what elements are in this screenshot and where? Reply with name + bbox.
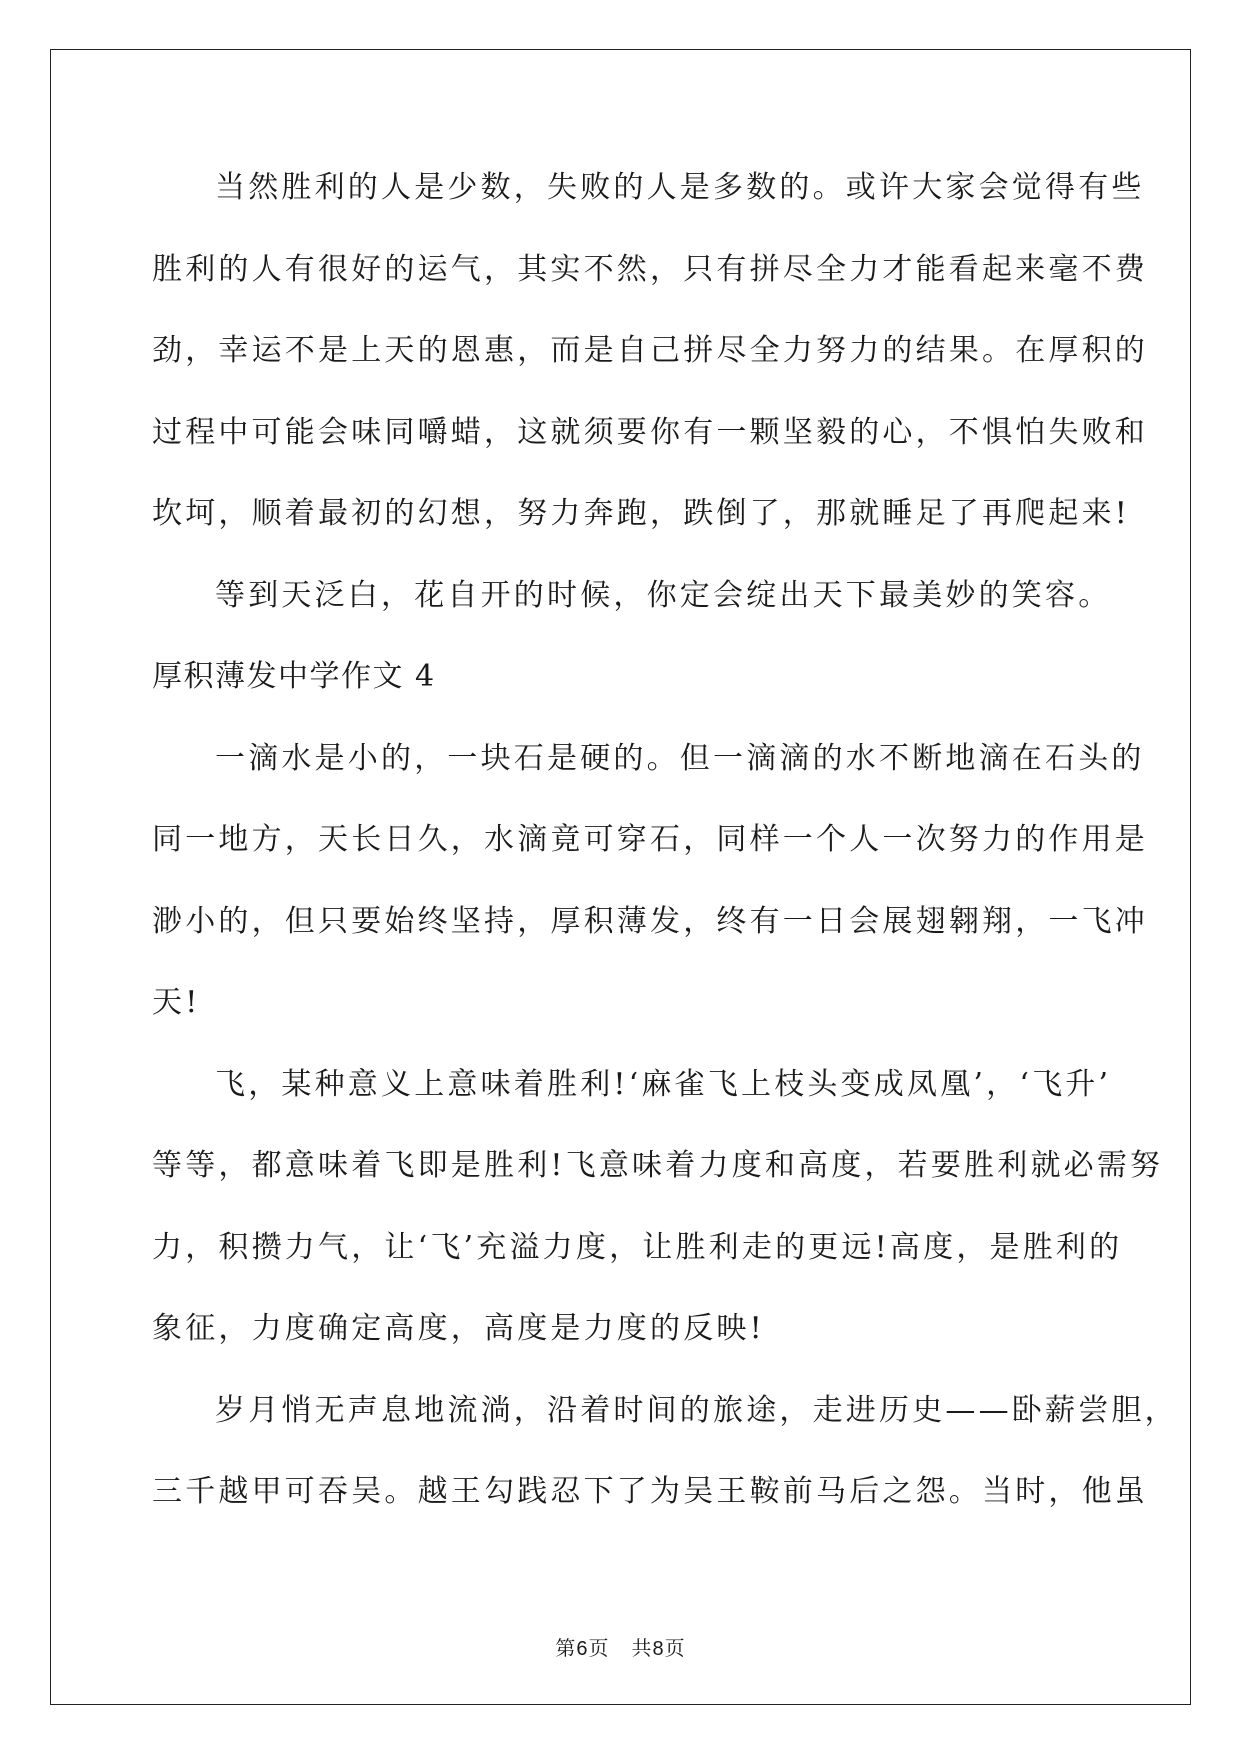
paragraph-line: 飞，某种意义上意味着胜利!‘麻雀飞上枝头变成凤凰’，‘飞升’: [215, 1066, 1112, 1102]
paragraph-line: 岁月悄无声息地流淌，沿着时间的旅途，走进历史——卧薪尝胆，: [215, 1392, 1178, 1428]
paragraph-line: 一滴水是小的，一块石是硬的。但一滴滴的水不断地滴在石头的: [215, 740, 1145, 776]
paragraph-line: 三千越甲可吞吴。越王勾践忍下了为吴王鞍前马后之怨。当时，他虽: [152, 1474, 1148, 1509]
footer-prefix: 第: [555, 1636, 577, 1660]
paragraph-line: 力，积攒力气，让‘飞’充溢力度，让胜利走的更远!高度，是胜利的: [152, 1229, 1123, 1265]
paragraph-line: 渺小的，但只要始终坚持，厚积薄发，终有一日会展翅翱翔，一飞冲: [152, 903, 1148, 939]
footer-page-suffix: 页: [588, 1636, 610, 1660]
paragraph-line: 同一地方，天长日久，水滴竟可穿石，同样一个人一次努力的作用是: [152, 822, 1148, 857]
paragraph-line: 等到天泛白，花自开的时候，你定会绽出天下最美妙的笑容。: [215, 577, 1112, 613]
paragraph-line: 天!: [152, 985, 201, 1020]
paragraph-line: 过程中可能会味同嚼蜡，这就须要你有一颗坚毅的心，不惧怕失败和: [152, 414, 1148, 450]
document-body: [152, 160, 1178, 1546]
footer-total-suffix: 页: [664, 1636, 686, 1660]
paragraph-line: 当然胜利的人是少数，失败的人是多数的。或许大家会觉得有些: [215, 170, 1145, 205]
paragraph-line: 象征，力度确定高度，高度是力度的反映!: [152, 1311, 765, 1346]
footer-total-prefix: 共: [631, 1636, 653, 1660]
section-heading: 厚积薄发中学作文 4: [152, 659, 436, 694]
paragraph-line: 劲，幸运不是上天的恩惠，而是自己拼尽全力努力的结果。在厚积的: [152, 333, 1148, 368]
paragraph-line: 坎坷，顺着最初的幻想，努力奔跑，跌倒了，那就睡足了再爬起来!: [152, 496, 1131, 531]
paragraph-line: 胜利的人有很好的运气，其实不然，只有拼尽全力才能看起来毫不费: [152, 251, 1148, 287]
total-page-number: 8: [652, 1638, 665, 1660]
current-page-number: 6: [576, 1638, 589, 1660]
paragraph-line: 等等，都意味着飞即是胜利!飞意味着力度和高度，若要胜利就必需努: [152, 1148, 1164, 1183]
page-footer: [0, 1632, 1241, 1661]
